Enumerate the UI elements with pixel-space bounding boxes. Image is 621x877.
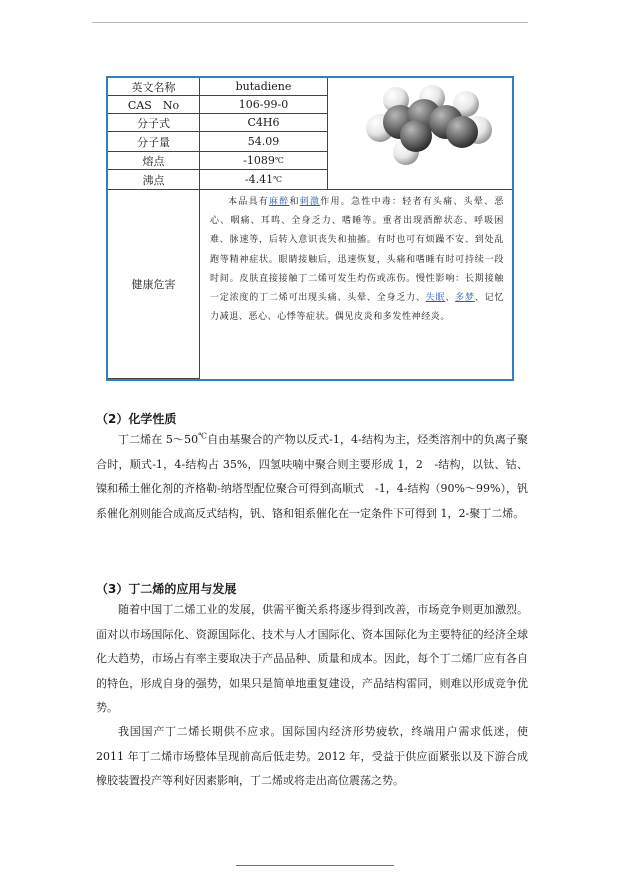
unit-celsius: ℃ [198, 431, 208, 441]
link-insomnia[interactable]: 失眠 [425, 293, 446, 304]
molecule-image [328, 78, 512, 190]
label-english-name: 英文名称 [108, 78, 200, 96]
value-melting-point: -1089 ℃ [200, 152, 328, 170]
value-molecular-formula: C4H6 [200, 114, 328, 132]
label-molecular-weight: 分子量 [108, 132, 200, 152]
link-dreaminess[interactable]: 多梦 [455, 293, 475, 304]
link-irritation[interactable]: 刺激 [299, 197, 321, 207]
section-heading-application: （3）丁二烯的应用与发展 [96, 582, 237, 596]
link-anesthesia[interactable]: 麻醉 [268, 197, 290, 207]
label-cas-no: CAS No [108, 96, 200, 114]
label-melting-point: 熔点 [108, 152, 200, 170]
label-molecular-formula: 分子式 [108, 114, 200, 132]
value-molecular-weight: 54.09 [200, 132, 328, 152]
section-heading-chemical-properties: （2）化学性质 [96, 412, 177, 426]
footer-rule [236, 865, 394, 866]
paragraph-application-1: 随着中国丁二烯工业的发展，供需平衡关系将逐步得到改善，市场竞争则更加激烈。面对以市场国际化、资源国际化、技术与人才国际化、资本国际化为主要特征的经济全球化大趋势，市场占有率主要取决于产品品种、质量和成本。因此，每个丁二烯厂应有各自的特色，形成自身的强势，如果只是简单地重复建设，产品结构雷同，则难以形成竞争优势。 [96, 603, 528, 714]
butadiene-molecule-model [328, 78, 512, 190]
value-cas-no: 106-99-0 [200, 96, 328, 114]
label-health-hazard: 健康危害 [108, 190, 200, 379]
property-table [106, 76, 514, 381]
value-english-name: butadiene [200, 78, 328, 96]
value-boiling-point: -4.41 ℃ [200, 170, 328, 190]
header-rule [92, 22, 528, 23]
paragraph-application-2: 我国国产丁二烯长期供不应求。国际国内经济形势疲软，终端用户需求低迷，使 2011 年丁二烯市场整体呈现前高后低走势。2012 年，受益于供应面紧张以及下游合成橡胶装置投产等利好因素影响，丁二烯或将走出高位震荡之势。 [96, 725, 528, 787]
paragraph-chemical-properties: 丁二烯在 5～50℃自由基聚合的产物以反式-1，4-结构为主，烃类溶剂中的负离子聚合时，顺式-1，4-结构占 35%，四氢呋喃中聚合则主要形成 1，2 -结构，以钛、钴、镍和稀土催化剂的齐格勒-纳塔型配位聚合可得到高顺式 -1，4-结构（90%～99%），钒系催化剂则能合成高反式结构，钒、铬和钼系催化在一定条件下可得到 1，2-聚丁二烯。 [96, 431, 529, 520]
label-boiling-point: 沸点 [108, 170, 200, 190]
health-hazard-text: 本品具有麻醉和刺激作用。急性中毒：轻者有头痛、头晕、恶心、咽痛、耳鸣、全身乏力、嗜睡等。重者出现酒醉状态、呼吸困难、脉速等，后转入意识丧失和抽搐。有时也可有烦躁不安、到处乱跑等精神症状。眼睛接触后，迅速恢复，头痛和嗜睡有时可持续一段时间。皮肤直接接触丁二烯可发生灼伤或冻伤。慢性影响：长期接触一定浓度的丁二烯可出现头痛、头晕、全身乏力、失眠、多梦、记忆力减退、恶心、心悸等症状。偶见皮炎和多发性神经炎。 [210, 197, 505, 323]
